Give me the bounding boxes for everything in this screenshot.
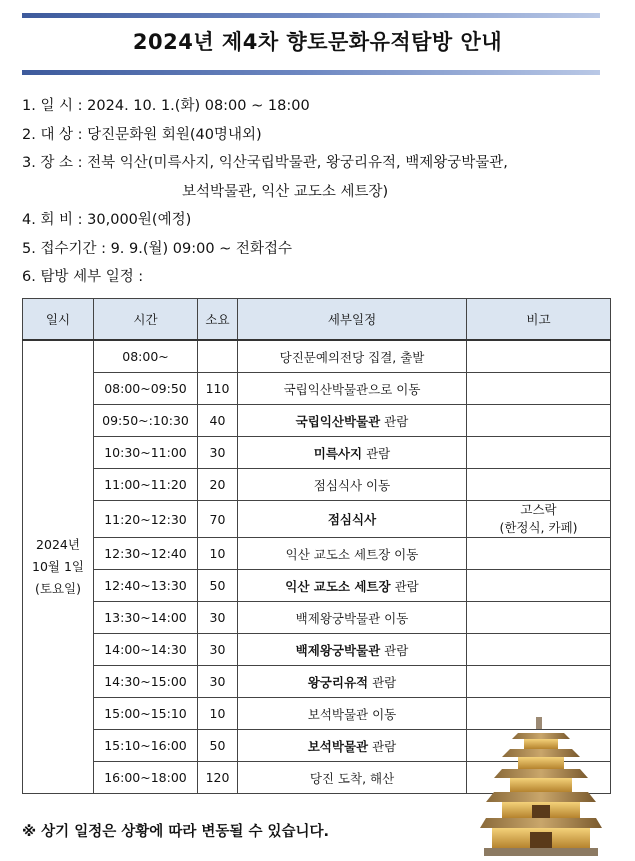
detail-cell (238, 570, 467, 602)
detail-bold: 익산 교도소 세트장 (285, 578, 391, 594)
detail-cell (238, 602, 467, 634)
time-cell: 10:30~11:00 (94, 437, 198, 469)
detail-text: 점심식사 이동 (313, 477, 391, 493)
note-line: (한정식, 카페) (499, 520, 578, 535)
info-date: 1. 일 시 : 2024. 10. 1.(화) 08:00 ~ 18:00 (22, 98, 310, 114)
detail-bold: 국립익산박물관 (295, 413, 381, 429)
table-row (23, 373, 611, 405)
detail-text: 관람 (368, 738, 397, 754)
time-cell: 09:50~:10:30 (94, 405, 198, 437)
detail-text: 당진 도착, 해산 (309, 770, 395, 786)
duration-cell: 70 (198, 501, 238, 538)
page-title: 2024년 제4차 향토문화유적탐방 안내 (132, 30, 503, 54)
info-target: 2. 대 상 : 당진문화원 회원(40명내외) (22, 126, 262, 143)
table-row (23, 405, 611, 437)
time-cell: 11:20~12:30 (94, 501, 198, 538)
info-registration: 5. 접수기간 : 9. 9.(월) 09:00 ~ 전화접수 (22, 240, 292, 257)
time-cell: 08:00~09:50 (94, 373, 198, 405)
time-cell: 12:40~13:30 (94, 570, 198, 602)
note-cell (467, 469, 611, 501)
note-cell (467, 437, 611, 469)
info-list (22, 92, 508, 292)
info-place-cont: 보석박물관, 익산 교도소 세트장) (182, 183, 389, 200)
time-cell: 11:00~11:20 (94, 469, 198, 501)
table-row (23, 437, 611, 469)
title-rule (22, 70, 600, 75)
detail-text: 관람 (380, 413, 409, 429)
detail-text: 익산 교도소 세트장 이동 (285, 546, 419, 562)
detail-cell (238, 762, 467, 794)
detail-bold: 점심식사 (327, 512, 377, 527)
detail-bold: 미륵사지 (313, 445, 363, 461)
info-place: 3. 장 소 : 전북 익산(미륵사지, 익산국립박물관, 왕궁리유적, 백제왕궁박물관, (22, 155, 508, 171)
duration-cell: 30 (198, 666, 238, 698)
detail-text: 국립익산박물관으로 이동 (283, 381, 421, 397)
top-rule (22, 13, 600, 18)
duration-cell: 40 (198, 405, 238, 437)
detail-bold: 보석박물관 (307, 738, 369, 754)
detail-cell (238, 501, 467, 538)
duration-cell: 110 (198, 373, 238, 405)
note-cell (467, 405, 611, 437)
duration-cell: 20 (198, 469, 238, 501)
table-header-row (23, 299, 611, 341)
detail-text: 관람 (368, 674, 397, 690)
header-date: 일시 (23, 299, 94, 341)
duration-cell: 30 (198, 602, 238, 634)
note-cell (467, 602, 611, 634)
detail-bold: 왕궁리유적 (307, 674, 369, 690)
table-row (23, 469, 611, 501)
duration-cell: 10 (198, 538, 238, 570)
detail-cell (238, 469, 467, 501)
detail-cell (238, 666, 467, 698)
date-cell (23, 340, 94, 794)
detail-bold: 백제왕궁박물관 (295, 642, 381, 658)
time-cell: 15:00~15:10 (94, 698, 198, 730)
info-fee: 4. 회 비 : 30,000원(예정) (22, 212, 192, 228)
table-row (23, 634, 611, 666)
detail-text: 당진문예의전당 집결, 출발 (279, 349, 425, 365)
detail-cell (238, 698, 467, 730)
date-day: 10월 1일 (32, 559, 84, 574)
table-row (23, 340, 611, 373)
detail-cell (238, 340, 467, 373)
detail-text: 보석박물관 이동 (307, 706, 397, 722)
note-cell (467, 634, 611, 666)
detail-cell (238, 538, 467, 570)
date-year: 2024년 (36, 537, 80, 552)
duration-cell: 30 (198, 437, 238, 469)
time-cell: 08:00~ (94, 340, 198, 373)
duration-cell: 10 (198, 698, 238, 730)
duration-cell: 120 (198, 762, 238, 794)
detail-cell (238, 405, 467, 437)
time-cell: 16:00~18:00 (94, 762, 198, 794)
header-detail: 세부일정 (238, 299, 467, 341)
time-cell: 13:30~14:00 (94, 602, 198, 634)
note-cell (467, 501, 611, 538)
table-row (23, 570, 611, 602)
detail-text: 관람 (390, 578, 419, 594)
duration-cell (198, 340, 238, 373)
table-row (23, 666, 611, 698)
detail-cell (238, 730, 467, 762)
detail-cell (238, 373, 467, 405)
note-cell (467, 340, 611, 373)
note-line: 고스락 (520, 502, 557, 517)
detail-cell (238, 634, 467, 666)
header-note: 비고 (467, 299, 611, 341)
time-cell: 12:30~12:40 (94, 538, 198, 570)
header-duration: 소요 (198, 299, 238, 341)
table-row (23, 602, 611, 634)
note-cell (467, 373, 611, 405)
duration-cell: 50 (198, 730, 238, 762)
note-cell (467, 538, 611, 570)
detail-text: 관람 (380, 642, 409, 658)
note-cell (467, 666, 611, 698)
pagoda-illustration (478, 715, 604, 857)
date-weekday: (토요일) (35, 581, 81, 596)
duration-cell: 50 (198, 570, 238, 602)
table-row (23, 538, 611, 570)
duration-cell: 30 (198, 634, 238, 666)
table-row (23, 501, 611, 538)
time-cell: 14:30~15:00 (94, 666, 198, 698)
footnote: ※ 상기 일정은 상황에 따라 변동될 수 있습니다. (22, 824, 330, 840)
time-cell: 15:10~16:00 (94, 730, 198, 762)
time-cell: 14:00~14:30 (94, 634, 198, 666)
detail-cell (238, 437, 467, 469)
detail-text: 백제왕궁박물관 이동 (295, 610, 409, 626)
note-cell (467, 570, 611, 602)
detail-text: 관람 (362, 445, 391, 461)
header-time: 시간 (94, 299, 198, 341)
info-schedule-heading: 6. 탐방 세부 일정 : (22, 269, 144, 285)
